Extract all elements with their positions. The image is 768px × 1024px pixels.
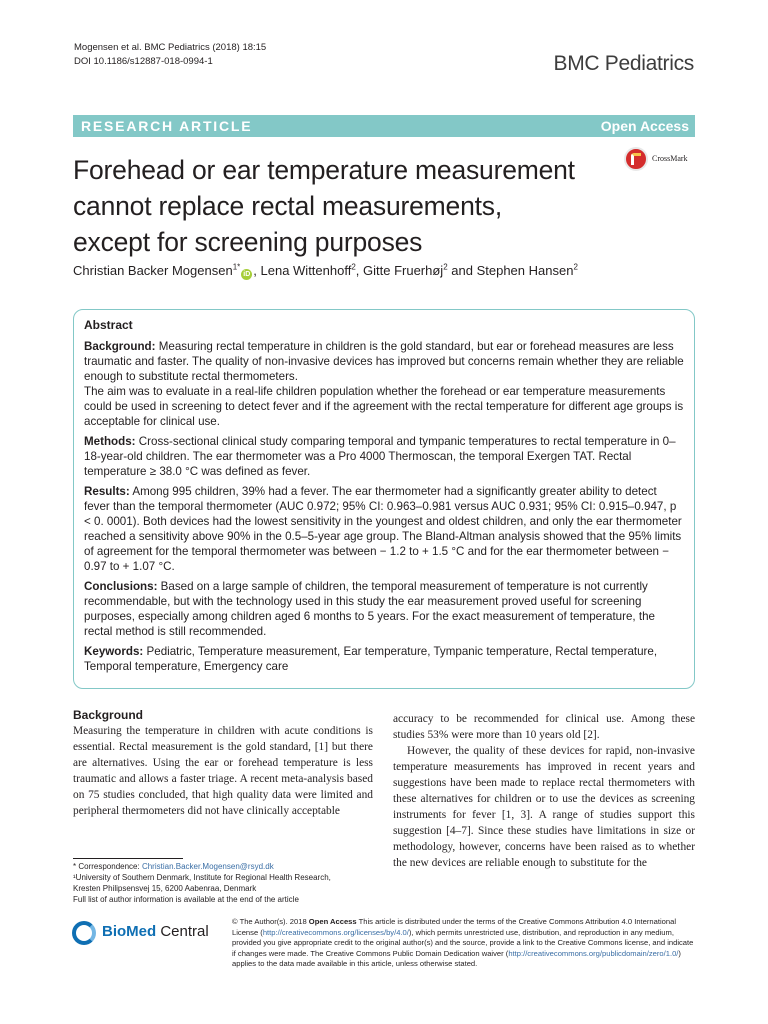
author-separator: and [447,263,477,278]
abstract-conclusions [84,579,684,639]
doi-line: DOI 10.1186/s12887-018-0994-1 [74,56,213,67]
license-text: © The Author(s). 2018 [232,917,309,926]
footnote-divider [73,858,183,859]
abstract-results [84,484,684,574]
citation-header [74,41,266,69]
article-type-banner [73,115,695,137]
author-affiliation: 1* [232,262,241,272]
article-type-label: RESEARCH ARTICLE [81,118,253,134]
title-line: Forehead or ear temperature measurement [73,155,575,185]
author-affiliation: 2 [573,262,578,272]
section-text: Among 995 children, 39% had a fever. The ear thermometer had a significantly greater ability to detect fever than the temporal thermometer (AUC 0.972; 95% CI: 0.963–0.981 versus AUC 0.931; 95% CI: 0.915–0.947, p < 0. 0001). Both devices had the lowest sensitivity in the youngest and oldest children, and only the ear thermometer reached a sensitivity above 90% in the 0.5–5-year age group. The Bland-Altman analysis showed that the 95% limits of agreement for the temporal thermometer was between − 1.2 to + 1.5 °C and for the ear thermometer between − 0.97 to + 1.07 °C. [84,485,682,573]
section-label: Background: [84,340,156,353]
author-name[interactable]: Christian Backer Mogensen [73,263,233,278]
body-column-left [73,708,373,819]
background-paragraph: accuracy to be recommended for clinical use. Among these studies 53% were more than 10 years old [2]. [393,713,695,741]
author-list [73,263,578,280]
biomed-central-logo-icon [72,921,96,945]
author-separator: , [253,263,261,278]
abstract-keywords [84,644,684,674]
biomed-central-logo [72,921,222,947]
crossmark-icon [624,147,648,171]
license-text: ), which permits unrestricted use, distribution, and reproduction in any medium, provided you give appropriate credit to the original author(s) and the source, provide a link to the Creative Commons license, and indicate if changes were made. The Creative Commons Public Domain Dedication waiver ( [232,927,694,958]
open-access-bold: Open Access [308,917,357,926]
abstract-box [73,309,695,689]
section-text: Cross-sectional clinical study comparing temporal and tympanic temperatures to rectal temperature in 0–18-year-old children. The ear thermometer was a Pro 4000 Thermoscan, the temporal Exergen TAT. Rectal temperature ≥ 38.0 °C was defined as fever. [84,435,676,478]
title-line: except for screening purposes [73,227,423,257]
crossmark-badge[interactable] [624,147,700,173]
section-text: The aim was to evaluate in a real-life children population whether the forehead or ear temperature measurements could be used in screening to detect fever and if the agreement with the rectal temperature for different age groups is acceptable for clinical use. [84,385,684,428]
body-column-right [393,711,695,871]
crossmark-label: CrossMark [652,154,688,163]
section-label: Keywords: [84,645,144,658]
section-text: Measuring rectal temperature in children is the gold standard, but ear or forehead measures are less traumatic and faster. The quality of non-invasive devices has improved but concerns remain whether they are reliable enough to substitute rectal thermometers. [84,340,684,383]
correspondence-email-link[interactable]: Christian.Backer.Mogensen@rsyd.dk [141,862,274,871]
affiliation-line: ¹University of Southern Denmark, Institute for Regional Health Research, [73,873,331,882]
license-text: This article is distributed under the terms of the Creative Commons Attribution 4.0 International License ( [232,917,677,937]
license-link[interactable]: http://creativecommons.org/licenses/by/4.0/ [262,927,409,937]
abstract-heading: Abstract [84,318,133,332]
logo-text-central: Central [156,923,209,940]
author-name[interactable]: Gitte Fruerhøj [363,263,444,278]
author-name[interactable]: Stephen Hansen [476,263,574,278]
author-name[interactable]: Lena Wittenhoff [260,263,352,278]
affiliation-line: Kresten Philipsensvej 15, 6200 Aabenraa, Denmark [73,884,257,893]
background-heading: Background [73,708,144,722]
license-statement [232,917,698,970]
journal-name: BMC Pediatrics [553,52,694,75]
author-separator: , [355,263,364,278]
correspondence-label: * Correspondence: [73,862,140,871]
abstract-methods [84,434,684,479]
orcid-icon[interactable]: iD [243,271,251,278]
title-line: cannot replace rectal measurements, [73,191,502,221]
abstract-aim [84,384,684,429]
background-paragraph: However, the quality of these devices for rapid, non-invasive temperature measurements has improved in recent years and suggestions have been made to replace rectal thermometers with these alternatives for children or to use the devices as screening instruments for fever [1, 3]. A range of studies support this suggestion [4–7]. Since these studies have limitations in size or methodology, however, concerns have been raised as to whether the new devices are reliable enough to substitute for the [393,745,695,869]
background-paragraph: Measuring the temperature in children with acute conditions is essential. Rectal measurement is the gold standard, [1] but there are alternatives. Using the ear or forehead temperature is less traumatic and allows a faster triage. A recent meta-analysis based on 75 studies concluded, that high quality data were limited and peripheral thermometers did not have clinically acceptable [73,725,373,817]
section-label: Results: [84,485,130,498]
logo-text-bio: BioMed [102,923,157,940]
section-text: Based on a large sample of children, the temporal measurement of temperature is not currently recommendable, but with the technology used in this study the ear measurement proved useful for screening purposes, especially among children aged 6 months to 5 years. For the exact measurement of temperature, the rectal method is still recommended. [84,580,655,638]
public-domain-link[interactable]: http://creativecommons.org/publicdomain/zero/1.0/ [508,948,679,958]
section-label: Methods: [84,435,136,448]
abstract-background [84,339,684,384]
author-affiliation: 2 [443,262,448,272]
license-text: ) applies to the data made available in this article, unless otherwise stated. [232,948,681,968]
open-access-label: Open Access [600,118,689,134]
footnote [73,861,373,905]
author-info-note: Full list of author information is available at the end of the article [73,895,299,904]
author-affiliation: 2 [351,262,356,272]
citation-line: Mogensen et al. BMC Pediatrics (2018) 18:15 [74,42,267,53]
article-title [73,152,633,260]
section-text: Pediatric, Temperature measurement, Ear temperature, Tympanic temperature, Rectal temperature, Temporal temperature, Emergency care [84,645,658,673]
section-label: Conclusions: [84,580,158,593]
